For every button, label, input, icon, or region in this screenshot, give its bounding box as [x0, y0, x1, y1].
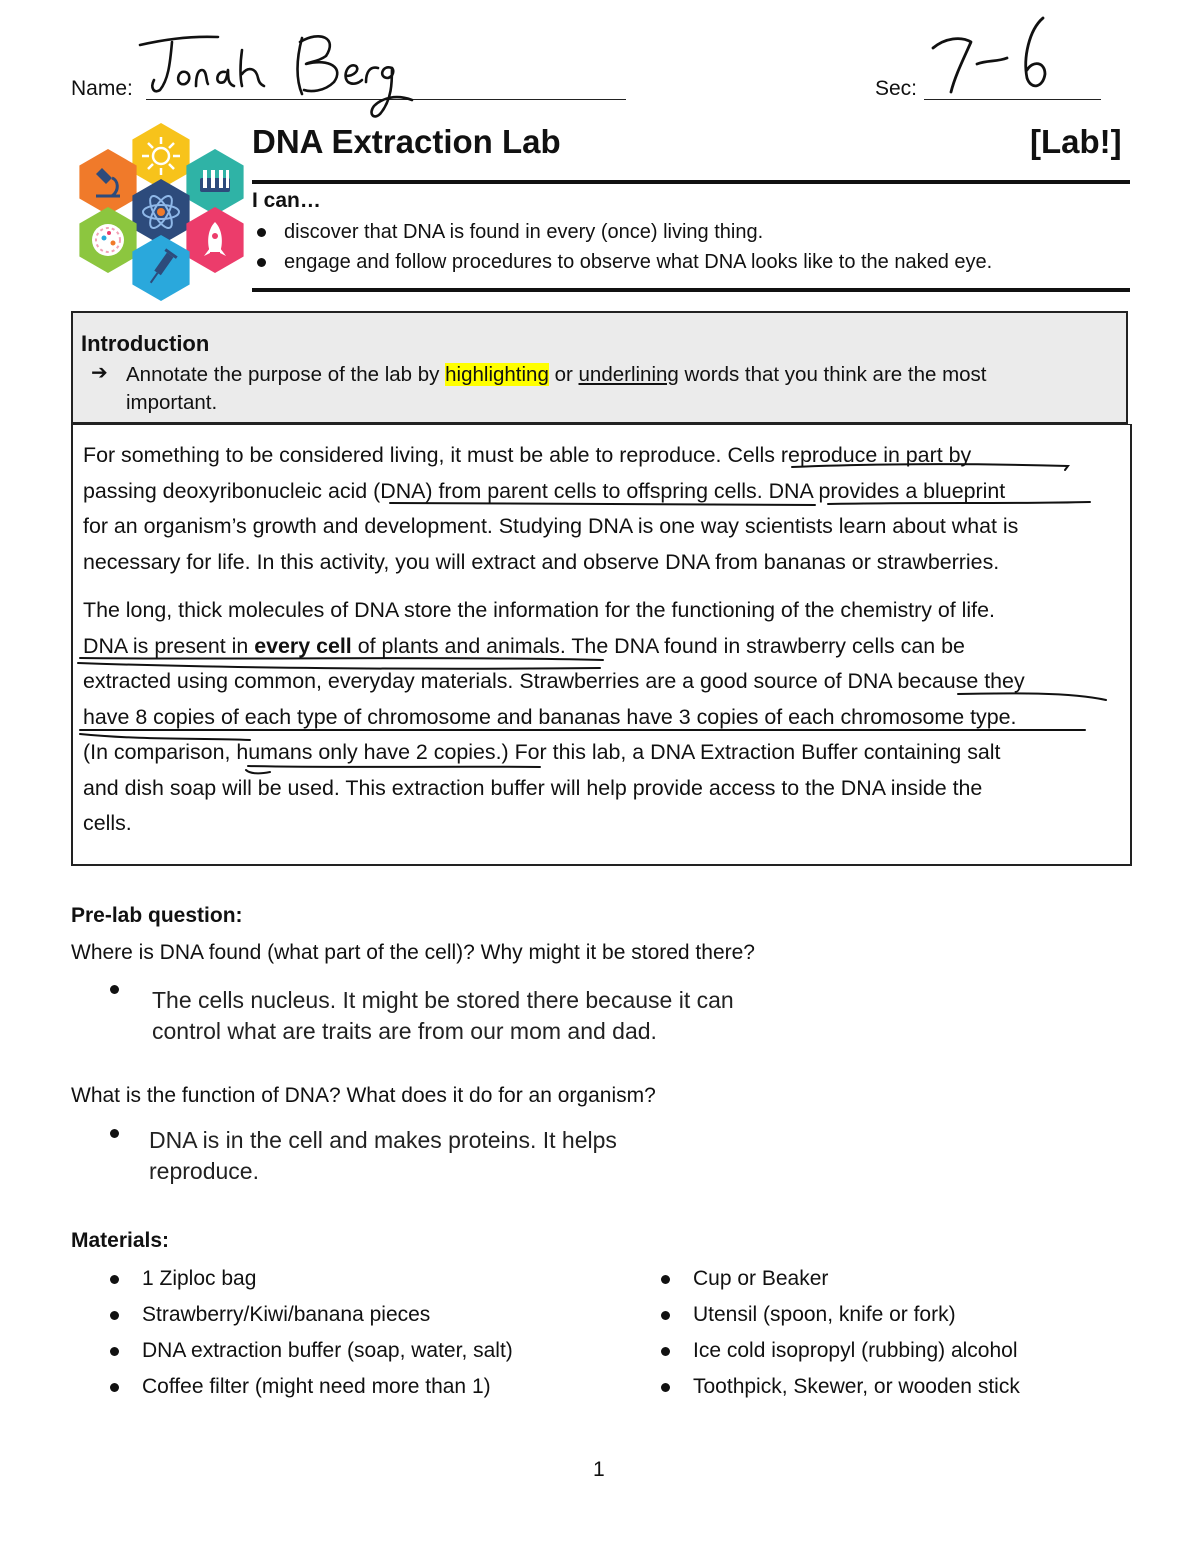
page-title: DNA Extraction Lab	[252, 123, 561, 160]
instruction-text: words that you think are the most	[684, 363, 987, 386]
answer-bullet	[110, 985, 119, 994]
material-item: Ice cold isopropyl (rubbing) alcohol	[657, 1333, 1157, 1369]
i-can-item: discover that DNA is found in every (once) living thing.	[252, 217, 1132, 247]
instruction-text: Annotate the purpose of the lab by	[126, 363, 440, 386]
material-item: DNA extraction buffer (soap, water, salt)	[106, 1333, 626, 1369]
name-label: Name:	[71, 77, 133, 100]
intro-line: (In comparison, humans only have 2 copies.) For this lab, a DNA Extraction Buffer containing salt	[83, 740, 1001, 764]
intro-line: for an organism’s growth and development. Studying DNA is one way scientists learn about what is	[83, 514, 1019, 538]
prelab-question-2: What is the function of DNA? What does it do for an organism?	[71, 1084, 656, 1107]
answer-bullet	[110, 1129, 119, 1138]
underline-stroke	[828, 502, 1090, 504]
lab-tag: [Lab!]	[1030, 123, 1122, 160]
answer-line: control what are traits are from our mom and dad.	[152, 1018, 657, 1044]
material-item: Toothpick, Skewer, or wooden stick	[657, 1369, 1157, 1405]
underline-example: underlining	[578, 363, 679, 386]
intro-line: The long, thick molecules of DNA store the information for the functioning of the chemistry of life.	[83, 598, 995, 622]
prelab-heading: Pre-lab question:	[71, 904, 243, 927]
intro-line: passing deoxyribonucleic acid (DNA) from parent cells to offspring cells. DNA provides a blueprint	[83, 478, 1006, 503]
intro-line: necessary for life. In this activity, you will extract and observe DNA from bananas or strawberries.	[83, 549, 1000, 574]
answer-line: DNA is in the cell and makes proteins. It helps	[149, 1127, 617, 1153]
underline-stroke	[958, 693, 1106, 700]
materials-list-left	[106, 1261, 626, 1405]
intro-text: of plants and animals. The DNA found in strawberry cells can be	[357, 633, 965, 658]
material-item: Utensil (spoon, knife or fork)	[657, 1297, 1157, 1333]
intro-text: DNA is present in	[83, 633, 249, 658]
intro-line: For something to be considered living, it must be able to reproduce. Cells reproduce in part by	[83, 443, 972, 467]
materials-heading: Materials:	[71, 1229, 170, 1252]
underline-stroke	[80, 734, 250, 740]
material-item: Coffee filter (might need more than 1)	[106, 1369, 626, 1405]
material-item: 1 Ziploc bag	[106, 1261, 626, 1297]
intro-line: have 8 copies of each type of chromosome and bananas have 3 copies of each chromosome type.	[83, 704, 1017, 729]
arrow-icon: ➔	[91, 362, 108, 384]
section-label: Sec:	[875, 77, 918, 100]
instruction-text: important.	[126, 391, 218, 414]
intro-line: and dish soap will be used. This extraction buffer will help provide access to the DNA inside the	[83, 775, 983, 800]
underline-stroke	[246, 770, 270, 773]
answer-line: The cells nucleus. It might be stored there because it can	[152, 987, 734, 1013]
intro-bold-text: every cell	[254, 633, 352, 658]
prelab-answer-1[interactable]	[152, 985, 734, 1047]
i-can-heading: I can…	[252, 189, 321, 212]
page-number: 1	[593, 1458, 605, 1481]
material-item: Strawberry/Kiwi/banana pieces	[106, 1297, 626, 1333]
underline-stroke	[78, 663, 600, 669]
underline-stroke	[80, 729, 1085, 730]
prelab-answer-2[interactable]	[149, 1125, 617, 1187]
intro-line: extracted using common, everyday materials. Strawberries are a good source of DNA because they	[83, 669, 1025, 693]
answer-line: reproduce.	[149, 1158, 259, 1184]
instruction-text: or	[554, 363, 573, 386]
materials-list-right	[657, 1261, 1157, 1405]
intro-line: cells.	[83, 811, 132, 835]
underline-stroke	[80, 658, 603, 660]
highlight-example: highlighting	[445, 363, 549, 386]
introduction-heading: Introduction	[81, 331, 210, 356]
i-can-item: engage and follow procedures to observe what DNA looks like to the naked eye.	[252, 247, 1132, 277]
underline-stroke	[248, 766, 540, 767]
prelab-question-1: Where is DNA found (what part of the cell)? Why might it be stored there?	[71, 941, 755, 964]
material-item: Cup or Beaker	[657, 1261, 1157, 1297]
underline-stroke	[792, 464, 1068, 470]
underline-stroke	[390, 503, 815, 505]
